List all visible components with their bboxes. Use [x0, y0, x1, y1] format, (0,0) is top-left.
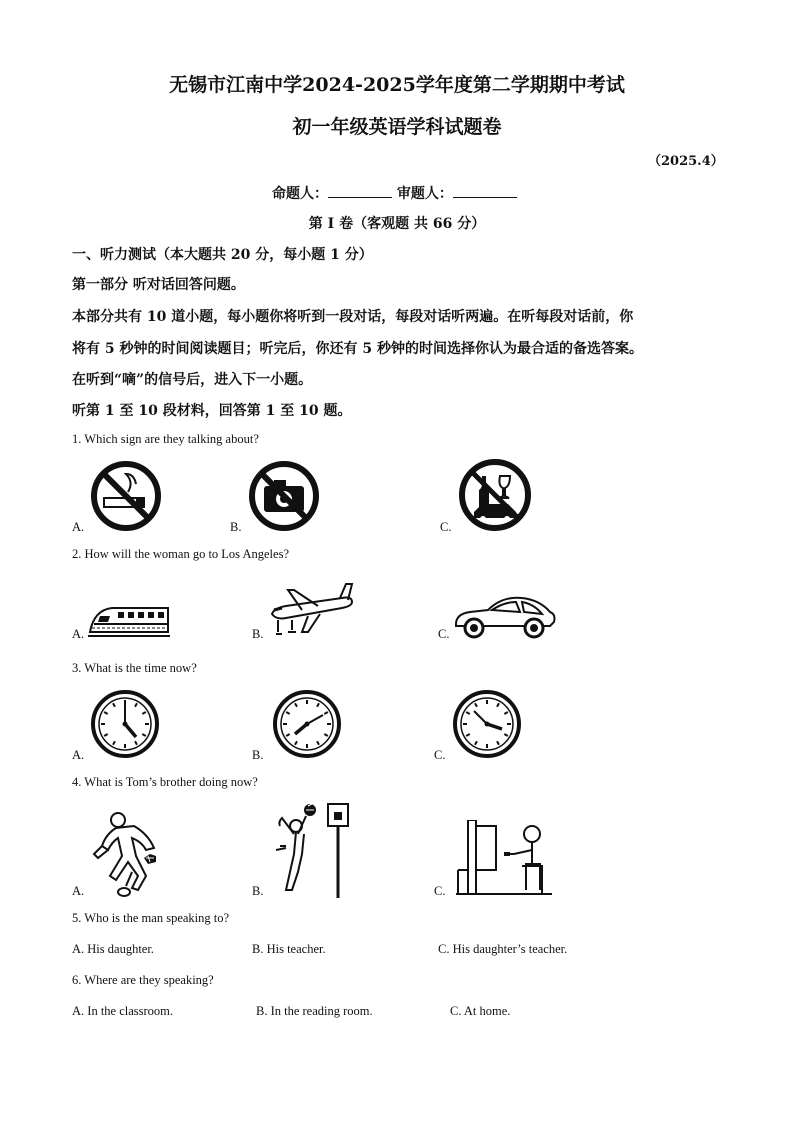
no-camera-sign-icon — [246, 458, 322, 534]
no-smoking-sign-icon — [88, 458, 164, 534]
q6-option-a: A. In the classroom. — [72, 1004, 174, 1018]
question-2: 2. How will the woman go to Los Angeles? — [72, 547, 289, 561]
question-1: 1. Which sign are they talking about? — [72, 432, 259, 446]
question-3: 3. What is the time now? — [72, 661, 197, 675]
q5-option-b: B. His teacher. — [252, 942, 326, 956]
tv-watcher-icon — [454, 820, 554, 898]
setter-label: 命题人： — [272, 186, 328, 202]
question-5: 5. Who is the man speaking to? — [72, 911, 230, 925]
car-icon — [452, 590, 556, 640]
q2-option-c: C. — [438, 627, 450, 641]
train-icon — [88, 598, 170, 640]
q5-option-c: C. His daughter’s teacher. — [438, 942, 568, 956]
basketball-player-icon — [268, 800, 358, 900]
airplane-icon — [268, 580, 354, 638]
question-4: 4. What is Tom’s brother doing now? — [72, 775, 258, 789]
part-title: 第一部分 听对话回答问题。 — [72, 277, 245, 293]
q3-option-c: C. — [434, 748, 446, 762]
instructions-line-2: 将有 5 秒钟的时间阅读题目；听完后，你还有 5 秒钟的时间选择你认为最合适的备选答案。 — [72, 341, 643, 357]
q4-option-a: A. — [72, 884, 85, 898]
q6-option-c: C. At home. — [450, 1004, 511, 1018]
q2-option-a: A. — [72, 627, 85, 641]
instructions-line-3: 在听到“嘀”的信号后，进入下一小题。 — [72, 372, 313, 388]
q2-option-b: B. — [252, 627, 264, 641]
reviewer-blank — [453, 185, 517, 198]
q4-option-b: B. — [252, 884, 264, 898]
question-6: 6. Where are they speaking? — [72, 973, 214, 987]
q5-option-a: A. His daughter. — [72, 942, 154, 956]
clock-icon — [452, 689, 522, 759]
volume-title: 第 I 卷（客观题 共 66 分） — [308, 216, 486, 232]
exam-date: （2025.4） — [648, 154, 724, 169]
q1-option-a: A. — [72, 520, 85, 534]
q1-option-c: C. — [440, 520, 452, 534]
q3-option-b: B. — [252, 748, 264, 762]
q1-option-b: B. — [230, 520, 242, 534]
exam-subtitle: 初一年级英语学科试题卷 — [292, 116, 502, 138]
setter-blank — [328, 185, 392, 198]
badminton-player-icon — [86, 810, 166, 900]
q6-option-b: B. In the reading room. — [256, 1004, 373, 1018]
no-drink-driving-sign-icon — [456, 456, 534, 534]
clock-icon — [272, 689, 342, 759]
reviewer-label: 审题人： — [396, 186, 453, 202]
exam-title: 无锡市江南中学2024-2025学年度第二学期期中考试 — [169, 74, 625, 96]
clock-icon — [90, 689, 160, 759]
q3-option-a: A. — [72, 748, 85, 762]
instructions-line-1: 本部分共有 10 道小题，每小题你将听到一段对话，每段对话听两遍。在听每段对话前，你 — [72, 309, 634, 325]
staff-line — [272, 183, 517, 203]
q4-option-c: C. — [434, 884, 446, 898]
section-heading: 一、听力测试（本大题共 20 分，每小题 1 分） — [72, 247, 373, 263]
listen-note: 听第 1 至 10 段材料，回答第 1 至 10 题。 — [72, 403, 352, 419]
